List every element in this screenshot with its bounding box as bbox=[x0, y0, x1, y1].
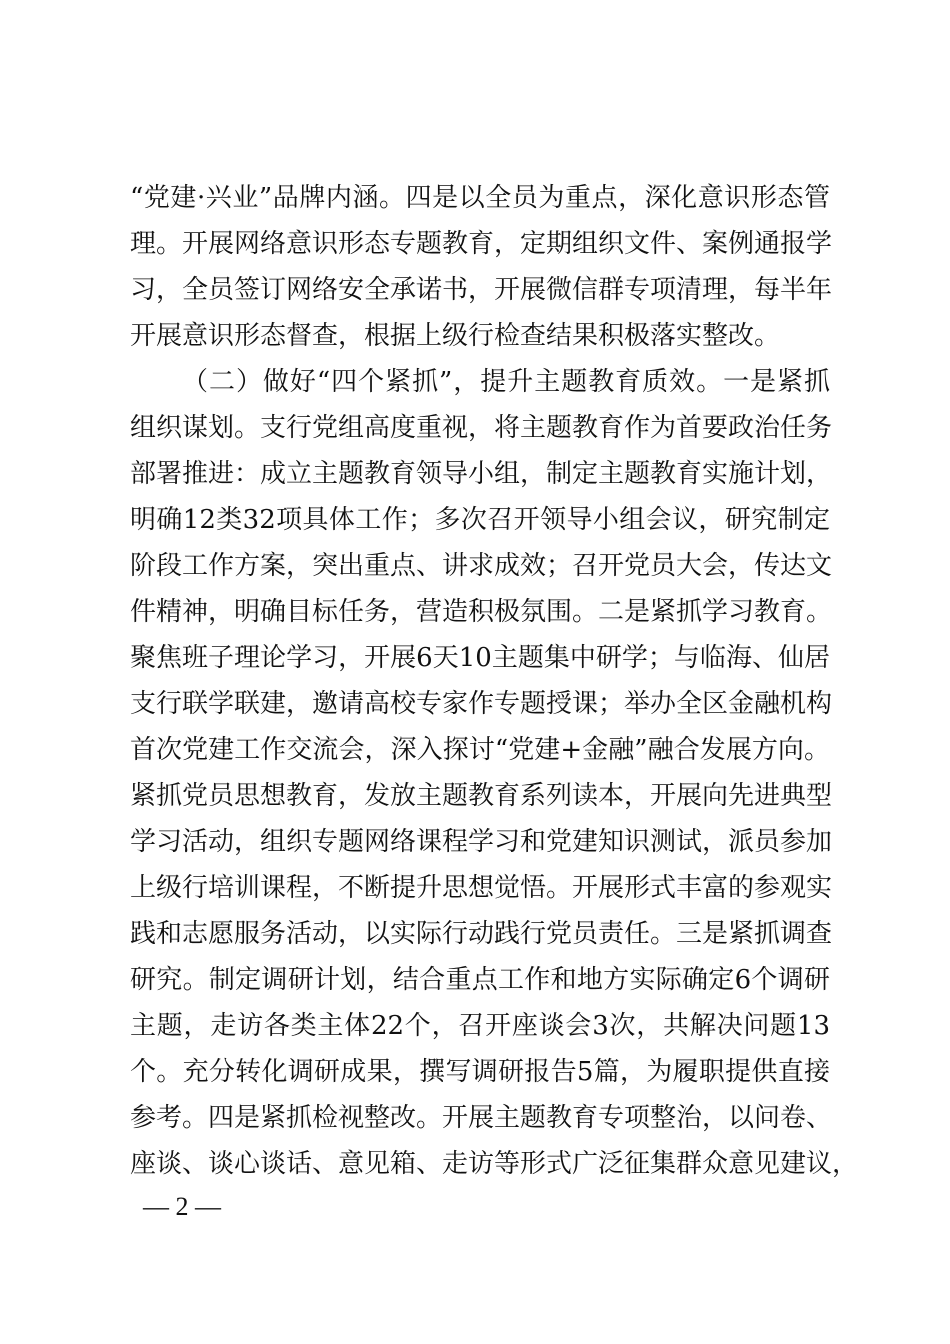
text-line: “党建·兴业”品牌内涵。四是以全员为重点，深化意识形态管 bbox=[130, 183, 830, 213]
text-line: 践和志愿服务活动，以实际行动践行党员责任。三是紧抓调查 bbox=[130, 919, 833, 949]
text-line: 学习活动，组织专题网络课程学习和党建知识测试，派员参加 bbox=[130, 827, 833, 857]
text-line: 明确12类32项具体工作；多次召开领导小组会议，研究制定 bbox=[130, 505, 830, 535]
body-text bbox=[130, 175, 859, 1187]
text-line: 参考。四是紧抓检视整改。开展主题教育专项整治，以问卷、 bbox=[130, 1103, 833, 1133]
text-line: 阶段工作方案，突出重点、讲求成效；召开党员大会，传达文 bbox=[130, 551, 833, 581]
text-line: 个。充分转化调研成果，撰写调研报告5篇，为履职提供直接 bbox=[130, 1057, 830, 1087]
text-line: 聚焦班子理论学习，开展6天10主题集中研学；与临海、仙居 bbox=[130, 643, 830, 673]
text-line: 组织谋划。支行党组高度重视，将主题教育作为首要政治任务 bbox=[130, 413, 833, 443]
text-line: 上级行培训课程，不断提升思想觉悟。开展形式丰富的参观实 bbox=[130, 873, 833, 903]
text-line: 首次党建工作交流会，深入探讨“党建+金融”融合发展方向。 bbox=[130, 735, 830, 765]
text-line: 开展意识形态督查，根据上级行检查结果积极落实整改。 bbox=[130, 321, 781, 351]
text-line: 主题，走访各类主体22个，召开座谈会3次，共解决问题13 bbox=[130, 1011, 830, 1041]
text-line: 部署推进：成立主题教育领导小组，制定主题教育实施计划， bbox=[130, 459, 833, 489]
section-heading-line: （二）做好“四个紧抓”，提升主题教育质效。一是紧抓 bbox=[182, 367, 830, 397]
text-line: 研究。制定调研计划，结合重点工作和地方实际确定6个调研 bbox=[130, 965, 830, 995]
text-line: 支行联学联建，邀请高校专家作专题授课；举办全区金融机构 bbox=[130, 689, 833, 719]
page-number: — 2 — bbox=[143, 1192, 221, 1221]
text-line: 习，全员签订网络安全承诺书，开展微信群专项清理，每半年 bbox=[130, 275, 833, 305]
text-line: 座谈、谈心谈话、意见箱、走访等形式广泛征集群众意见建议， bbox=[130, 1149, 859, 1179]
text-line: 理。开展网络意识形态专题教育，定期组织文件、案例通报学 bbox=[130, 229, 833, 259]
text-line: 件精神，明确目标任务，营造积极氛围。二是紧抓学习教育。 bbox=[130, 597, 833, 627]
text-line: 紧抓党员思想教育，发放主题教育系列读本，开展向先进典型 bbox=[130, 781, 833, 811]
